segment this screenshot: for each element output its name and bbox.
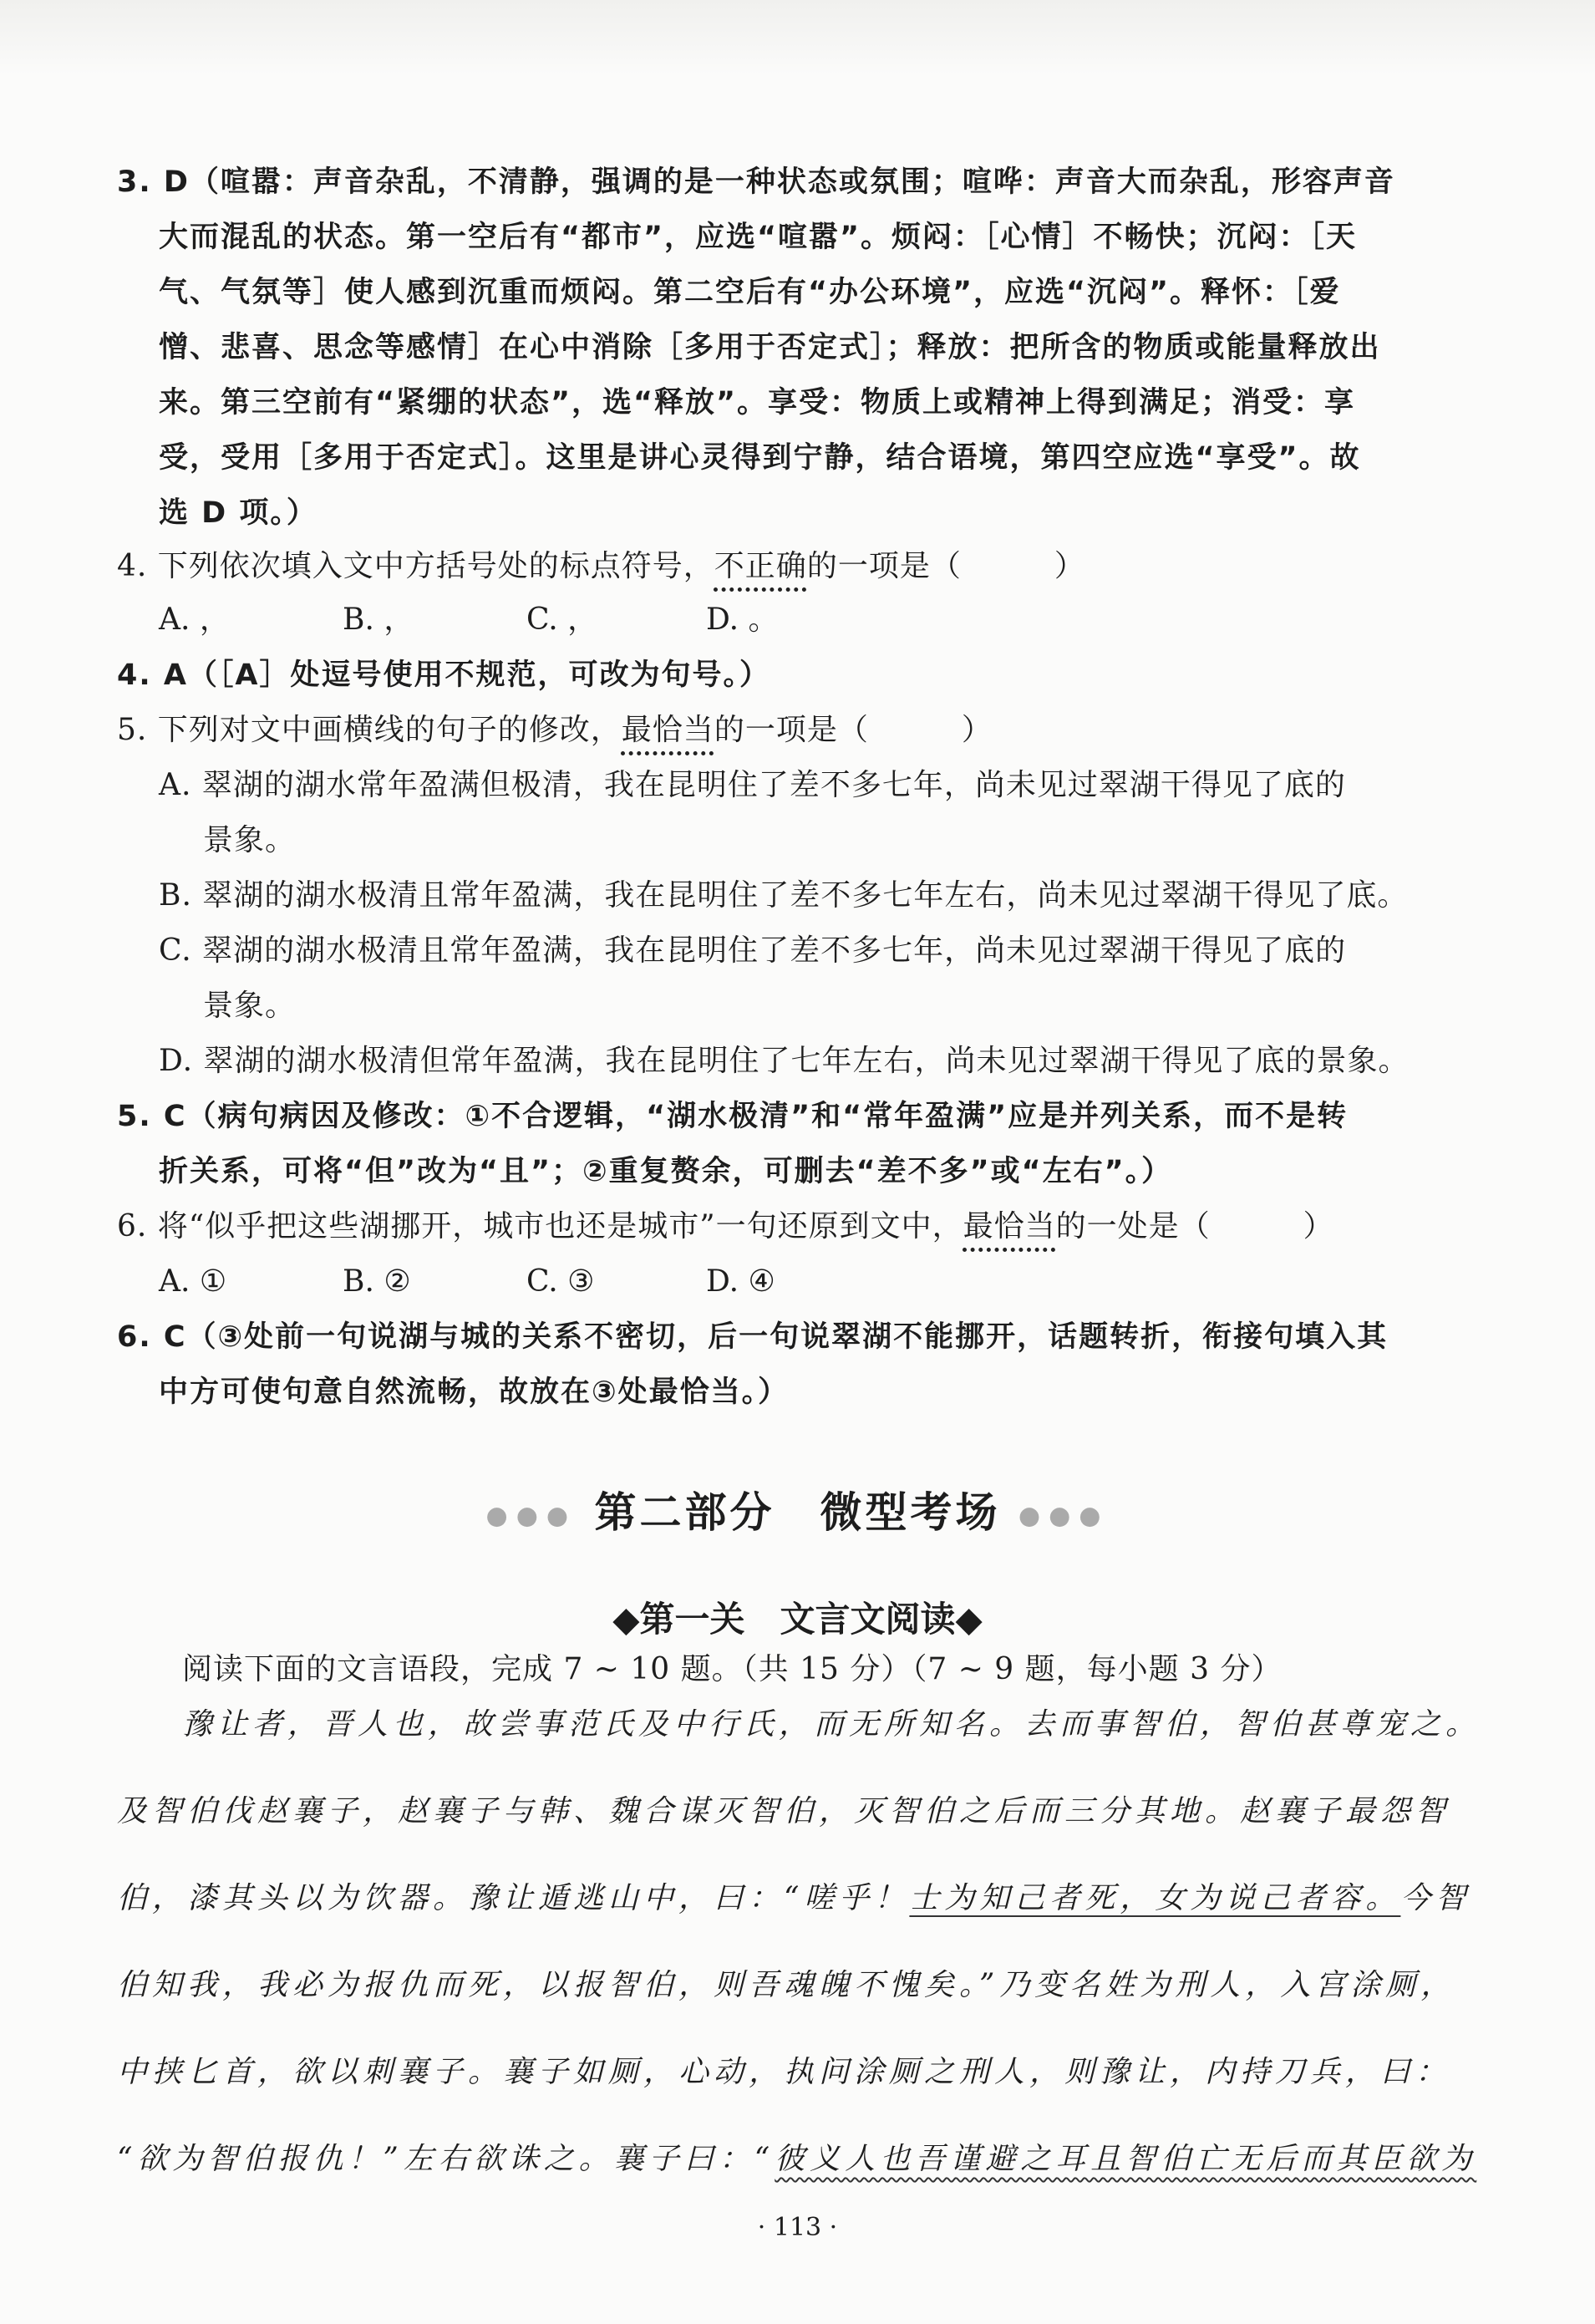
passage-line-6: “欲为智伯报仇！”左右欲诛之。襄子曰：“彼义人也吾谨避之耳且智伯亡无后而其臣欲为 (117, 2142, 1477, 2176)
section-title: 第二部分 微型考场 (594, 1487, 1001, 1537)
answer-3-line-6: 受，受用［多用于否定式］。这里是讲心灵得到宁静，结合语境，第四空应选“享受”。故 (159, 441, 1361, 475)
answer-3-line-7: 选 D 项。） (159, 496, 317, 530)
option-d: D. ④ (706, 1264, 775, 1299)
subsection-heading: ◆第一关 文言文阅读◆ (612, 1599, 983, 1640)
answer-3-line-5: 来。第三空前有“紧绷的状态”，选“释放”。享受：物质上或精神上得到满足；消受：享 (159, 386, 1356, 420)
option-a: A. ① (159, 1264, 227, 1299)
option-b: B. ， (343, 603, 414, 637)
answer-3-line-4: 憎、悲喜、思念等感情］在心中消除［多用于否定式］；释放：把所含的物质或能量释放出 (159, 331, 1381, 364)
answer-5-line-1: 5. C（病句病因及修改：①不合逻辑，“湖水极清”和“常年盈满”应是并列关系，而不是转 (117, 1100, 1349, 1133)
question-5: 5. 下列对文中画横线的句子的修改，最恰当的一项是（ ） (117, 713, 993, 747)
section-heading (0, 1479, 1595, 1539)
passage-line-1: 豫让者，晋人也，故尝事范氏及中行氏，而无所知名。去而事智伯，智伯甚尊宠之。 (182, 1707, 1481, 1742)
wavy-underlined-sentence: 彼义人也吾谨避之耳且智伯亡无后而其臣欲为 (775, 2142, 1477, 2176)
underlined-sentence: 士为知己者死，女为说己者容。 (909, 1881, 1401, 1915)
option-d: D. 。 (706, 603, 779, 637)
question-5-option-b: B. 翠湖的湖水极清且常年盈满，我在昆明住了差不多七年左右，尚未见过翠湖干得见了底。 (159, 878, 1409, 913)
option-b: B. ② (343, 1264, 411, 1299)
reading-instruction: 阅读下面的文言语段，完成 7 ~ 10 题。（共 15 分）（7 ~ 9 题，每小题 3 分） (182, 1652, 1283, 1686)
question-4-options (159, 600, 778, 640)
dots-decoration-right: ●●● (1018, 1501, 1110, 1531)
dots-decoration-left: ●●● (485, 1501, 577, 1531)
emphasis-dots: 最恰当 (621, 713, 714, 747)
option-c: C. ， (526, 603, 598, 637)
passage-line-5: 中挟匕首，欲以刺襄子。襄子如厕，心动，执问涂厕之刑人，则豫让，内持刀兵，曰： (117, 2055, 1451, 2089)
question-5-option-a: A. 翠湖的湖水常年盈满但极清，我在昆明住了差不多七年，尚未见过翠湖干得见了底的 (159, 768, 1346, 802)
passage-line-4: 伯知我，我必为报仇而死，以报智伯，则吾魂魄不愧矣。”乃变名姓为刑人，入宫涂厕， (117, 1968, 1456, 2002)
question-6-options (159, 1262, 775, 1302)
answer-4: 4. A（［A］处逗号使用不规范，可改为句号。） (117, 659, 771, 692)
answer-3-line-3: 气、气氛等］使人感到沉重而烦闷。第二空后有“办公环境”，应选“沉闷”。释怀：［爱 (159, 276, 1341, 309)
answer-3-line-1: 3. D（喧嚣：声音杂乱，不清静，强调的是一种状态或氛围；喧哗：声音大而杂乱，形容声音 (117, 165, 1395, 199)
question-4: 4. 下列依次填入文中方括号处的标点符号，不正确的一项是（ ） (117, 549, 1085, 583)
question-5-option-c: C. 翠湖的湖水极清且常年盈满，我在昆明住了差不多七年，尚未见过翠湖干得见了底的 (159, 933, 1347, 968)
scan-edge (0, 0, 1595, 75)
question-5-option-c-cont: 景象。 (203, 989, 297, 1023)
question-5-option-a-cont: 景象。 (203, 823, 297, 857)
answer-5-line-2: 折关系，可将“但”改为“且”；②重复赘余，可删去“差不多”或“左右”。） (159, 1155, 1173, 1188)
option-a: A. ， (159, 603, 230, 637)
option-c: C. ③ (526, 1264, 595, 1299)
question-6: 6. 将“似乎把这些湖挪开，城市也还是城市”一句还原到文中，最恰当的一处是（ ） (117, 1209, 1334, 1243)
emphasis-dots: 不正确 (714, 549, 807, 583)
passage-line-3: 伯，漆其头以为饮器。豫让遁逃山中，曰：“嗟乎！士为知己者死，女为说己者容。今智 (117, 1881, 1471, 1915)
page-number: · 113 · (757, 2213, 838, 2242)
answer-3-line-2: 大而混乱的状态。第一空后有“都市”，应选“喧嚣”。烦闷：［心情］不畅快；沉闷：［天 (159, 221, 1358, 254)
question-5-option-d: D. 翠湖的湖水极清但常年盈满，我在昆明住了七年左右，尚未见过翠湖干得见了底的景象。 (159, 1044, 1410, 1078)
answer-6-line-1: 6. C（③处前一句说湖与城的关系不密切，后一句说翠湖不能挪开，话题转折，衔接句填入其 (117, 1320, 1389, 1354)
emphasis-dots: 最恰当 (963, 1209, 1056, 1243)
answer-6-line-2: 中方可使句意自然流畅，故放在③处最恰当。） (159, 1376, 790, 1409)
passage-line-2: 及智伯伐赵襄子，赵襄子与韩、魏合谋灭智伯，灭智伯之后而三分其地。赵襄子最怨智 (117, 1794, 1451, 1828)
